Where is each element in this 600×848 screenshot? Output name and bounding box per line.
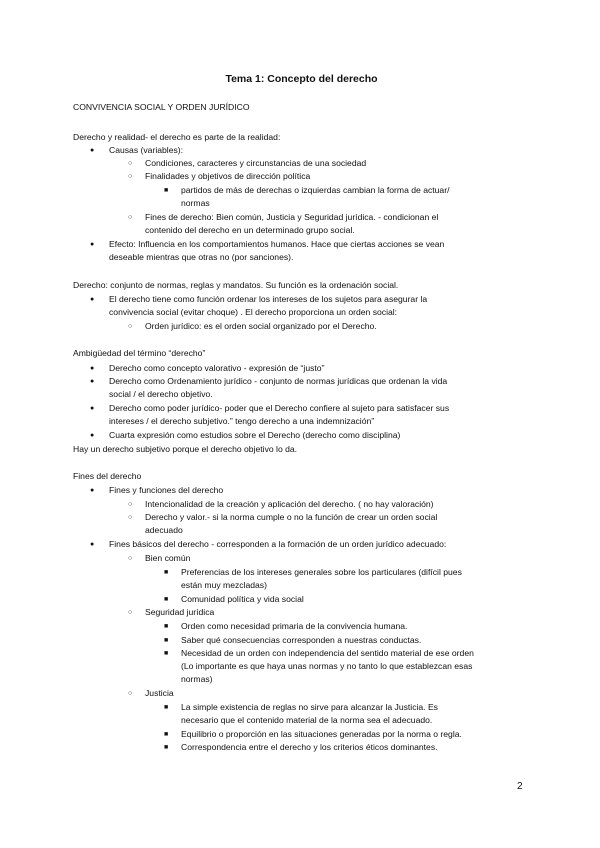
list-item-text: Derecho como concepto valorativo - expresión de “justo” [109, 363, 325, 373]
paragraph-derecho-realidad: Derecho y realidad- el derecho es parte de la realidad: [73, 132, 281, 142]
list-item-text-line: Derecho y valor.- si la norma cumple o no la función de crear un orden social [145, 512, 438, 522]
list-item-funcion [90, 293, 530, 320]
list-item-partidos [164, 184, 530, 211]
list-item-text-line: contenido del derecho en un determinado grupo social. [145, 225, 355, 235]
list-item-text: Fines y funciones del derecho [109, 485, 224, 495]
bullet-disc-icon: ● [90, 432, 95, 439]
bullet-square-icon: ■ [164, 650, 169, 657]
list-item-efecto [90, 238, 530, 265]
list-item-text: Correspondencia entre el derecho y los criterios éticos dominantes. [181, 742, 438, 752]
bullet-square-icon: ■ [164, 704, 169, 711]
list-item-text: Causas (variables): [109, 145, 184, 155]
bullet-square-icon: ■ [164, 637, 169, 644]
bullet-circle-icon: ○ [128, 501, 133, 508]
bullet-circle-icon: ○ [128, 690, 133, 697]
list-item-text-line: Efecto: Influencia en los comportamientos humanos. Hace que ciertas acciones se vean [109, 239, 445, 249]
list-item-text: Condiciones, caracteres y circunstancias de una sociedad [145, 158, 367, 168]
list-item-text-line: social / el derecho objetivo. [109, 389, 213, 399]
list-item-fines-derecho [128, 211, 530, 238]
bullet-square-icon: ■ [164, 623, 169, 630]
bullet-square-icon: ■ [164, 569, 169, 576]
bullet-disc-icon: ● [90, 487, 95, 494]
bullet-square-icon: ■ [164, 744, 169, 751]
bullet-disc-icon: ● [90, 147, 95, 154]
bullet-circle-icon: ○ [128, 160, 133, 167]
list-item-text-line: Derecho como Ordenamiento jurídico - conjunto de normas jurídicas que ordenan la vida [109, 376, 448, 386]
bullet-square-icon: ■ [164, 187, 169, 194]
list-item-text-line: intereses / el derecho subjetivo.” tengo derecho a una indemnización” [109, 416, 375, 426]
list-item-text-line: convivencia social (evitar choque) . El derecho proporciona un orden social: [109, 307, 398, 317]
list-item-text: Finalidades y objetivos de dirección política [145, 171, 311, 181]
bullet-disc-icon: ● [90, 541, 95, 548]
section-heading-fines: Fines del derecho [73, 471, 142, 481]
list-item-text: Bien común [145, 553, 191, 563]
bullet-circle-icon: ○ [128, 214, 133, 221]
section-heading-ambiguedad: Ambigüedad del término “derecho” [73, 348, 206, 358]
bullet-circle-icon: ○ [128, 323, 133, 330]
list-item-text: Comunidad política y vida social [181, 594, 304, 604]
list-item-text-line: Necesidad de un orden con independencia del sentido material de ese orden [181, 648, 474, 658]
section-heading-convivencia: CONVIVENCIA SOCIAL Y ORDEN JURÍDICO [73, 102, 250, 112]
list-item-text-line: deseable mientras que otras no (por sanciones). [109, 252, 294, 262]
list-item-text-line: El derecho tiene como función ordenar los intereses de los sujetos para asegurar la [109, 294, 428, 304]
list-item-text-line: necesario que el contenido material de la norma sea el adecuado. [181, 715, 433, 725]
list-item-text-line: La simple existencia de reglas no sirve para alcanzar la Justicia. Es [181, 702, 438, 712]
bullet-circle-icon: ○ [128, 514, 133, 521]
list-item-text: Fines básicos del derecho - corresponden a la formación de un orden jurídico adecuado: [109, 539, 447, 549]
bullet-disc-icon: ● [90, 378, 95, 385]
list-item-text-line: normas [181, 198, 210, 208]
bullet-disc-icon: ● [90, 296, 95, 303]
bullet-disc-icon: ● [90, 365, 95, 372]
bullet-circle-icon: ○ [128, 555, 133, 562]
list-item-text-line: están muy mezcladas) [181, 580, 267, 590]
list-item-text: Saber qué consecuencias corresponden a nuestras conductas. [181, 635, 422, 645]
list-item-poder-juridico [90, 402, 530, 429]
list-item-text: Orden como necesidad primaria de la convivencia humana. [181, 621, 408, 631]
list-item-text-line: partidos de más de derechas o izquierdas cambian la forma de actuar/ [181, 185, 450, 195]
list-item-text: Seguridad jurídica [145, 607, 215, 617]
paragraph-derecho-subjetivo: Hay un derecho subjetivo porque el derecho objetivo lo da. [73, 444, 298, 454]
page-number: 2 [517, 781, 523, 792]
list-item-simple-existencia [164, 701, 530, 728]
list-item-text: Orden jurídico: es el orden social organizado por el Derecho. [145, 321, 377, 331]
list-item-derecho-valor [128, 511, 530, 538]
list-item-text-line: adecuado [145, 525, 183, 535]
list-item-text: Justicia [145, 688, 174, 698]
list-item-text: Intencionalidad de la creación y aplicación del derecho. ( no hay valoración) [145, 499, 434, 509]
bullet-square-icon: ■ [164, 731, 169, 738]
document-title: Tema 1: Concepto del derecho [225, 73, 378, 85]
bullet-square-icon: ■ [164, 596, 169, 603]
list-item-text-line: (Lo importante es que haya unas normas y no tanto lo que establezcan esas [181, 661, 473, 671]
bullet-disc-icon: ● [90, 241, 95, 248]
list-item-text: Equilibrio o proporción en las situaciones generadas por la norma o regla. [181, 729, 462, 739]
list-item-text-line: Preferencias de los intereses generales sobre los particulares (difícil pues [181, 567, 462, 577]
paragraph-derecho-definicion: Derecho: conjunto de normas, reglas y mandatos. Su función es la ordenación social. [73, 280, 399, 290]
bullet-circle-icon: ○ [128, 609, 133, 616]
list-item-text: Cuarta expresión como estudios sobre el Derecho (derecho como disciplina) [109, 430, 401, 440]
bullet-circle-icon: ○ [128, 173, 133, 180]
list-item-text-line: Fines de derecho: Bien común, Justicia y Seguridad jurídica. - condicionan el [145, 212, 439, 222]
list-item-text-line: normas) [181, 674, 213, 684]
list-item-ordenamiento [90, 375, 530, 402]
list-item-necesidad-orden [164, 647, 530, 687]
bullet-disc-icon: ● [90, 405, 95, 412]
list-item-text-line: Derecho como poder jurídico- poder que el Derecho confiere al sujeto para satisfacer sus [109, 403, 450, 413]
list-item-preferencias [164, 566, 530, 593]
